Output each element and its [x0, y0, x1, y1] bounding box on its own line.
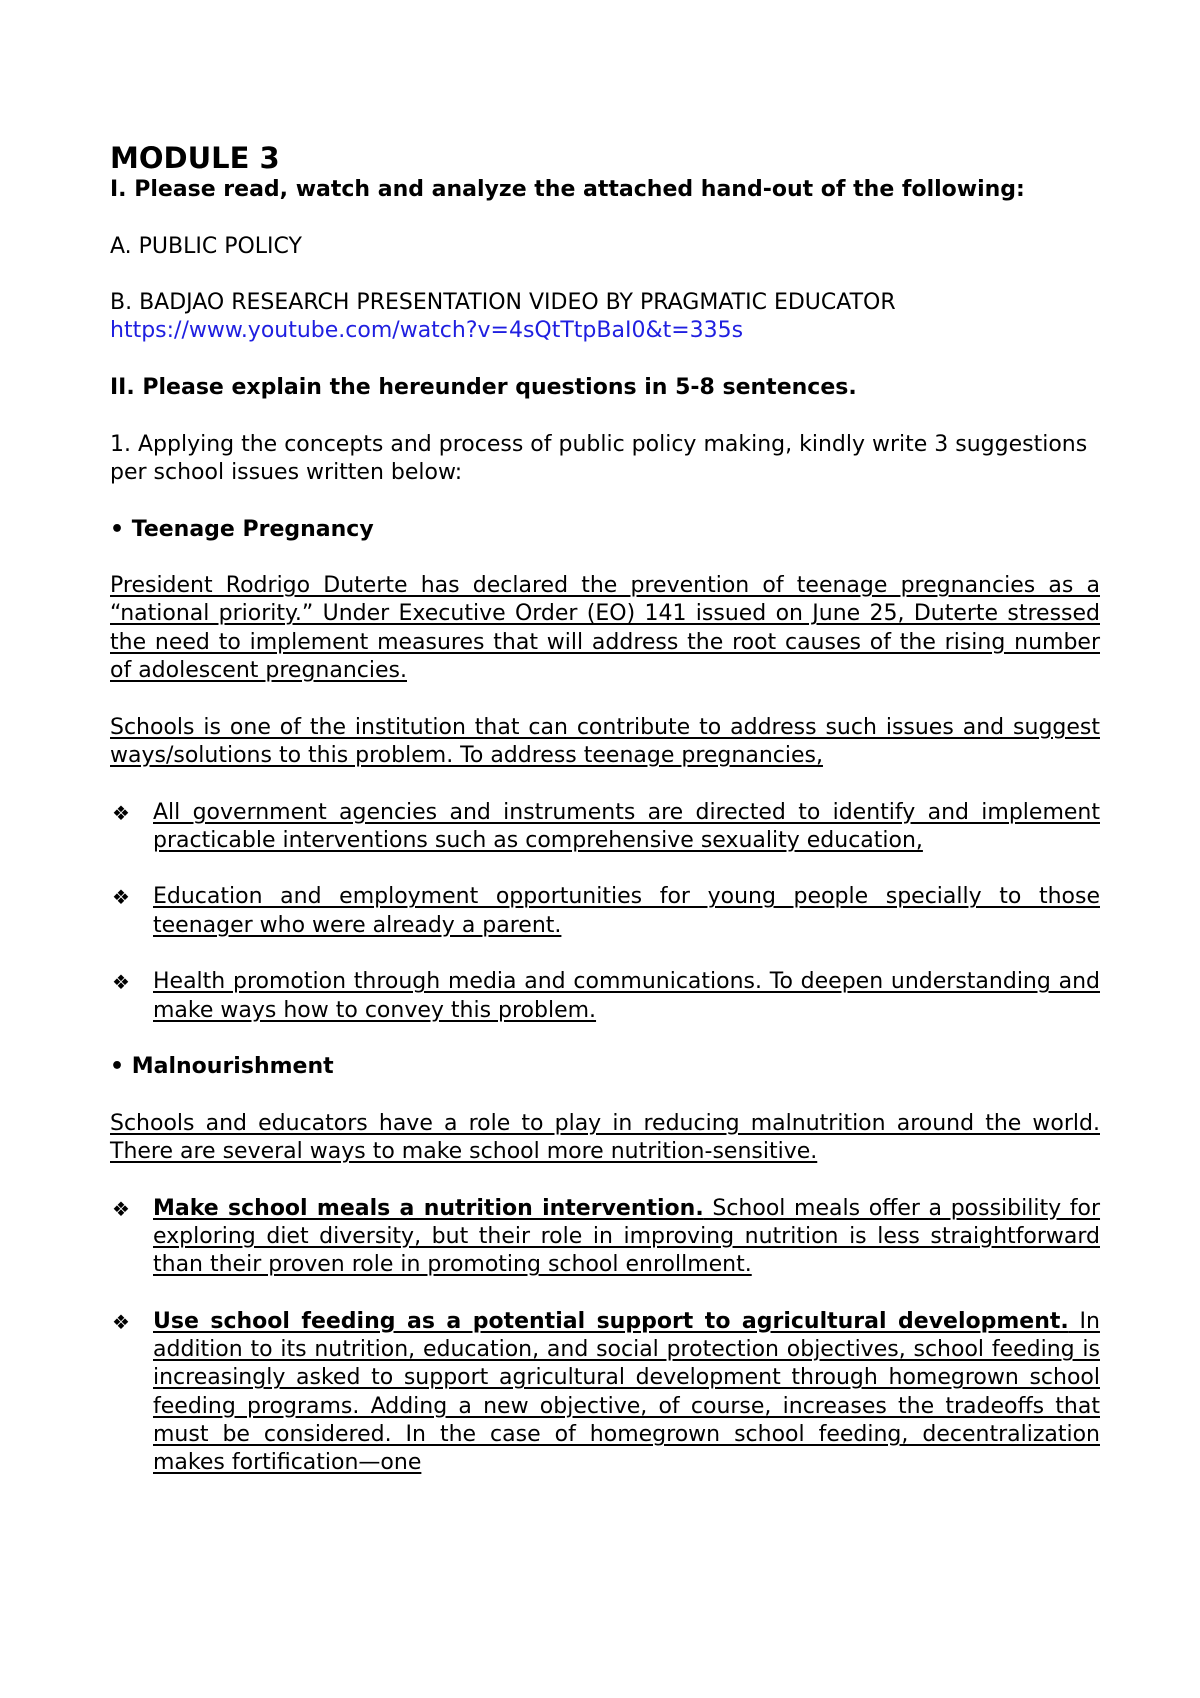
malnourishment-title: Malnourishment	[131, 1054, 334, 1080]
item-badjao-label: B. BADJAO RESEARCH PRESENTATION VIDEO BY PRAGMATIC EDUCATOR	[110, 290, 896, 316]
teenage-pregnancy-heading	[110, 516, 1100, 544]
part1-heading: I. Please read, watch and analyze the attached hand-out of the following:	[110, 177, 1025, 202]
malnourishment-heading	[110, 1053, 1100, 1081]
teen-suggestion-1	[110, 799, 1100, 856]
part2-heading: II. Please explain the hereunder questions in 5-8 sentences.	[110, 375, 857, 401]
diamond-bullet-icon: ❖	[112, 970, 130, 995]
teenage-pregnancy-para2-text: Schools is one of the institution that can contribute to address such issues and suggest ways/solutions to this problem. To address teenage pregnancies,	[110, 714, 1100, 768]
teen-suggestion-1-text: All government agencies and instruments are directed to identify and implement practicable interventions such as comprehensive sexuality education,	[153, 799, 1100, 853]
teen-suggestion-3-text: Health promotion through media and communications. To deepen understanding and make ways how to convey this problem.	[153, 969, 1100, 1023]
bullet-icon: •	[110, 1054, 125, 1080]
maln-suggestion-1	[110, 1195, 1100, 1280]
document-page	[110, 140, 1100, 1506]
teenage-pregnancy-para1	[110, 572, 1100, 685]
teenage-pregnancy-title: Teenage Pregnancy	[131, 516, 374, 542]
module-title: MODULE 3	[110, 141, 280, 175]
question-1: 1. Applying the concepts and process of public policy making, kindly write 3 suggestions per school issues written below:	[110, 431, 1088, 485]
maln-suggestion-2	[110, 1308, 1100, 1478]
teen-suggestion-3	[110, 968, 1100, 1025]
maln-suggestion-1-bold: Make school meals a nutrition intervention.	[153, 1195, 704, 1221]
maln-suggestion-2-bold: Use school feeding as a potential support to agricultural development.	[153, 1308, 1069, 1334]
teenage-pregnancy-para1-text: President Rodrigo Duterte has declared the prevention of teenage pregnancies as a “national priority.” Under Executive Order (EO) 141 issued on June 25, Duterte stressed the need to implement measures that will address the root causes of the rising number of adolescent pregnancies.	[110, 573, 1100, 684]
diamond-bullet-icon: ❖	[112, 1309, 130, 1334]
teen-suggestion-2	[110, 883, 1100, 940]
maln-suggestion-2-text: In addition to its nutrition, education, and social protection objectives, school feeding is increasingly asked to support agricultural development through homegrown school feeding programs. Adding a new objective, of course, increases the tradeoffs that must be considered. In the case of homegrown school feeding, decentralization makes fortification—one	[153, 1308, 1100, 1476]
teenage-pregnancy-para2	[110, 714, 1100, 771]
malnourishment-para1	[110, 1110, 1100, 1167]
malnourishment-para1-text: Schools and educators have a role to play in reducing malnutrition around the world. There are several ways to make school more nutrition-sensitive.	[110, 1110, 1100, 1165]
item-badjao-video	[110, 289, 1100, 346]
bullet-icon: •	[110, 516, 125, 542]
diamond-bullet-icon: ❖	[112, 885, 130, 910]
teen-suggestion-2-text: Education and employment opportunities for young people specially to those teenager who were already a parent.	[153, 884, 1100, 938]
youtube-link[interactable]: https://www.youtube.com/watch?v=4sQtTtpBaI0&t=335s	[110, 318, 744, 344]
maln-suggestion-1-text: School meals offer a possibility for exploring diet diversity, but their role in improving nutrition is less straightforward than their proven role in promoting school enrollment.	[153, 1195, 1101, 1278]
diamond-bullet-icon: ❖	[112, 800, 130, 825]
diamond-bullet-icon: ❖	[112, 1196, 130, 1221]
item-public-policy: A. PUBLIC POLICY	[110, 233, 302, 259]
